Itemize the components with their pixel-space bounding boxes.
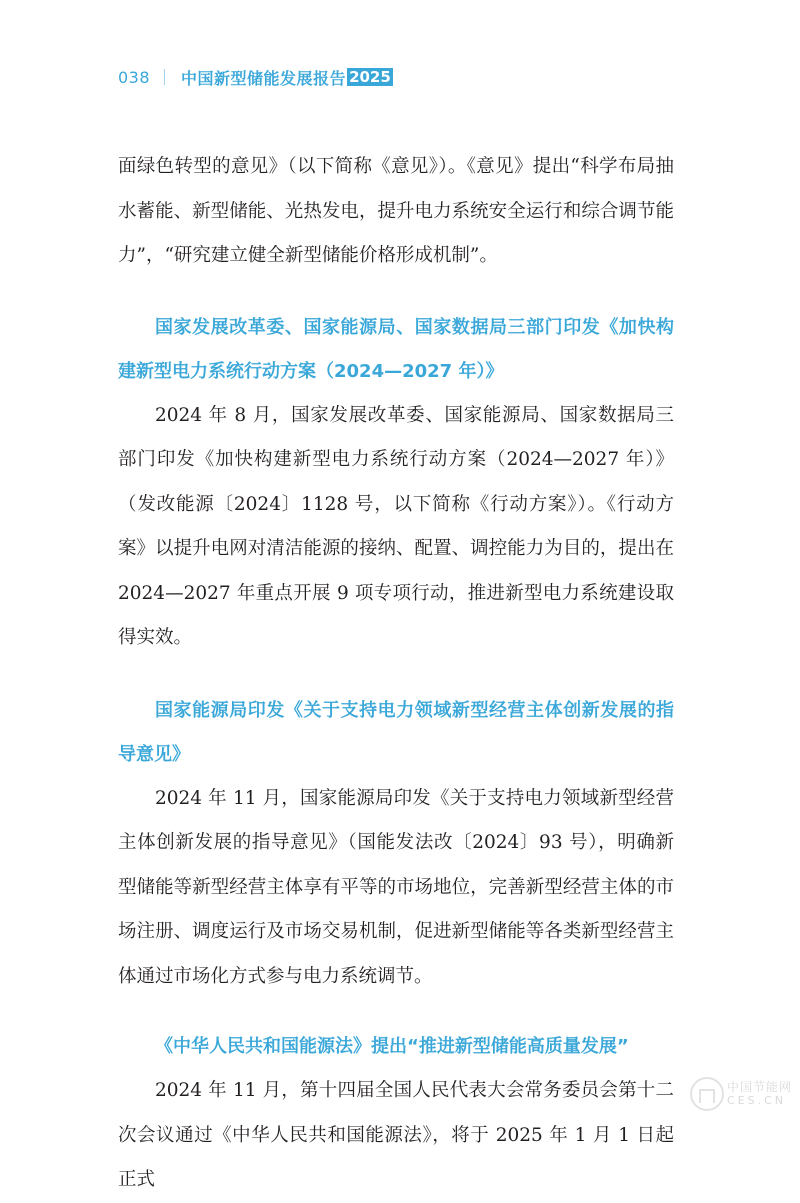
watermark-domain: CES.CN [726,1094,787,1107]
watermark [690,1077,792,1111]
page-number: 038 [118,67,151,87]
section-body-new-entities: 2024 年 11 月，国家能源局印发《关于支持电力领域新型经营主体创新发展的指导意见》（国能发法改〔2024〕93 号），明确新型储能等新型经营主体享有平等的市场地位，完善新型经营主体的市场注册、调度运行及市场交易机制，促进新型储能等各类新型经营主体通过市场化方式参与电力系统调节。 [118,787,674,987]
intro-paragraph: 面绿色转型的意见》（以下简称《意见》）。《意见》提出“科学布局抽水蓄能、新型储能、光热发电，提升电力系统安全运行和综合调节能力”，“研究建立健全新型储能价格形成机制”。 [118,156,674,266]
book-title: 中国新型储能发展报告 [181,68,347,88]
watermark-name: 中国节能网 [726,1080,792,1094]
section-heading-new-entities: 国家能源局印发《关于支持电力领域新型经营主体创新发展的指导意见》 [118,699,674,765]
section-heading-energy-law: 《中华人民共和国能源法》提出“推进新型储能高质量发展” [155,1036,629,1057]
running-header [118,64,393,90]
header-divider [164,69,165,85]
section-heading-action-plan: 国家发展改革委、国家能源局、国家数据局三部门印发《加快构建新型电力系统行动方案（2024—2027 年）》 [118,316,674,382]
section-body-energy-law: 2024 年 11 月，第十四届全国人民代表大会常务委员会第十二次会议通过《中华人民共和国能源法》，将于 2025 年 1 月 1 日起正式 [118,1080,674,1190]
ces-logo-icon [690,1077,724,1111]
year-badge: 2025 [349,68,391,86]
page-content [118,145,674,1203]
spacer [118,999,674,1025]
section-body-action-plan: 2024 年 8 月，国家发展改革委、国家能源局、国家数据局三部门印发《加快构建新型电力系统行动方案（2024—2027 年）》（发改能源〔2024〕1128 号，以下简称《行动方案》）。《行动方案》以提升电网对清洁能源的接纳、配置、调控能力为目的，提出在 2024—2027 年重点开展 9 项专项行动，推进新型电力系统建设取得实效。 [118,404,674,648]
spacer [118,279,674,306]
spacer [118,661,674,689]
